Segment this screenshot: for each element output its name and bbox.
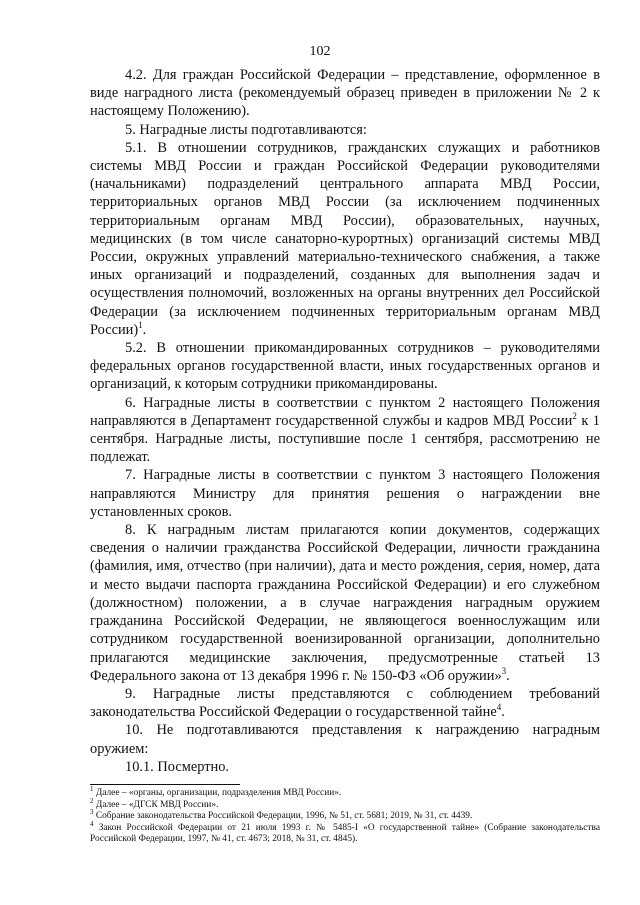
footnote-ref-4[interactable]: 4	[496, 702, 502, 713]
paragraph-6: 6. Наградные листы в соответствии с пунктом 2 настоящего Положения направляются в Департамент государственной службы и кадров МВД России$^2$ к 1 сентября. Наградные листы, поступившие после 1 сентября, рассмотрению не подлежат.	[90, 394, 600, 466]
paragraph-10-1: 10.1. Посмертно.	[125, 758, 229, 775]
paragraph-5-1: 5.1. В отношении сотрудников, гражданских служащих и работников системы МВД России и граждан Российской Федерации руководителями (начальниками) подразделений центрального аппарата МВД России, территориальных органов МВД России (за исключением подчиненных территориальным органам МВД России), образовательных, научных, медицинских (в том числе санаторно-курортных) организаций системы МВД России, окружных управлений материально-технического снабжения, а также иных организаций и подразделений, созданных для выполнения задач и осуществления полномочий, возложенных на органы внутренних дел Российской Федерации (за исключением подчиненных территориальным органам МВД России)$^1$.	[90, 139, 600, 338]
footnote-ref-3[interactable]: 3	[501, 665, 507, 676]
paragraph-4-2: 4.2. Для граждан Российской Федерации – представление, оформленное в виде наградного листа (рекомендуемый образец приведен в приложении № 2 к настоящему Положению).	[90, 67, 600, 120]
footnote-3: $^3$ Собрание законодательства Российской Федерации, 1996, № 51, ст. 5681; 2019, № 31, ст. 4439.	[90, 808, 473, 822]
footnote-1: $^1$ Далее – «органы, организации, подразделения МВД России».	[90, 784, 342, 798]
paragraph-9: 9. Наградные листы представляются с соблюдением требований законодательства Российской Федерации о государственной тайне$^4$.	[90, 685, 600, 721]
footnote-divider	[90, 784, 240, 785]
footnote-ref-2[interactable]: 2	[572, 411, 577, 422]
paragraph-8: 8. К наградным листам прилагаются копии документов, содержащих сведения о наличии гражданства Российской Федерации, личности гражданина (фамилия, имя, отчество (при наличии), дата и место рождения, серия, номер, дата и место выдачи паспорта гражданина Российской Федерации) и его служебном (должностном) положении, а в случае награждения наградным оружием гражданина Российской Федерации, не являющегося военнослужащим или сотрудником государственной военизированной организации, дополнительно прилагаются медицинские заключения, предусмотренные статьей 13 Федерального закона от 13 декабря 1996 г. № 150-ФЗ «Об оружии»$^3$.	[90, 522, 600, 684]
footnote-4: $^4$ Закон Российской Федерации от 21 июля 1993 г. № 5485-I «О государственной тайне» (Собрание законодательства Российской Федерации, 1997, № 41, ст. 4673; 2018, № 31, ст. 4845).	[90, 819, 600, 845]
paragraph-5: 5. Наградные листы подготавливаются:	[125, 121, 367, 138]
footnote-2: $^2$ Далее – «ДГСК МВД России».	[90, 796, 219, 810]
paragraph-5-2: 5.2. В отношении прикомандированных сотрудников – руководителями федеральных органов государственной власти, иных государственных органов и организаций, к которым сотрудники прикомандированы.	[90, 340, 600, 393]
paragraph-7: 7. Наградные листы в соответствии с пунктом 3 настоящего Положения направляются Министру для принятия решения о награждении вне установленных сроков.	[90, 467, 600, 520]
regulation-body	[90, 66, 600, 776]
footnote-ref-1[interactable]: 1	[138, 320, 143, 331]
page-number: 102	[309, 44, 331, 59]
paragraph-10: 10. Не подготавливаются представления к награждению наградным оружием:	[90, 722, 600, 757]
footnotes	[90, 784, 600, 846]
